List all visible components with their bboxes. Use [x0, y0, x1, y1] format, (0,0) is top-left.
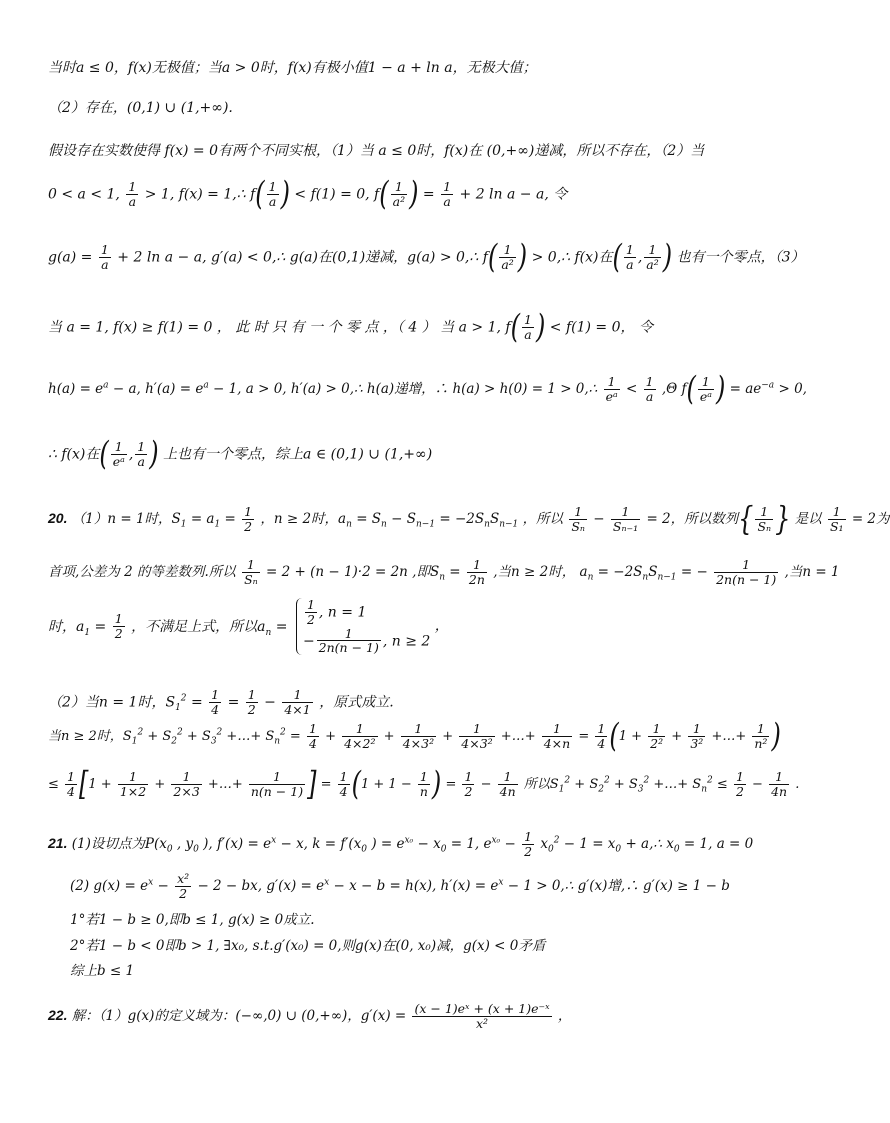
piecewise-cases: $\frac{1}{2}$ , n = 1 − $\frac{1}{2n(n - 1)}$ , n ≥ 2	[296, 598, 430, 655]
fraction: $\frac{1}{2}$	[244, 504, 253, 534]
fraction: $\frac{1}{a}$	[645, 374, 654, 404]
fraction: $\frac{1}{a}$	[128, 179, 137, 209]
fraction: $\frac{1}{2n}$	[468, 557, 485, 587]
text-line-1: 当时a ≤ 0，f(x)无极值；当a > 0时，f(x)有极小值1 − a + ln a，无极大值；	[48, 60, 537, 76]
fraction: $\frac{1}{n(n - 1)}$	[250, 769, 304, 799]
text-line-7: $h(a) = e^a - a$, $h'(a) = e^a - 1$, a > 0, h′(a) > 0,∴ h(a)递增，∴ h(a) > h(0) = 1 > 0,∴ $\frac{1}{\text{eᵃ}}$ < $\frac{1}{a}$ ,Θ f( $\frac{1}{\text{eᵃ}}$ ) = $ae^{-a} > 0$,	[48, 369, 807, 408]
fraction: $\frac{1}{\text{n²}}$	[754, 721, 768, 751]
fraction: $\frac{1}{4}$	[308, 721, 317, 751]
fraction: $\frac{1}{4}$	[597, 721, 606, 751]
fraction: $\frac{1}{2}$	[464, 769, 473, 799]
fraction: $\frac{1}{2n(n - 1)}$	[716, 557, 777, 587]
q22-line-1: 22. 解：（1）g(x)的定义域为：(−∞,0) ∪ (0,+∞)，g′(x) = $\frac{\text{(x − 1)eˣ + (x + 1)e⁻ˣ}}{\text{x²}}$ ，	[48, 1001, 572, 1031]
q21-line-1: 21. (1)设切点为$P(x_0$ , $y_0$ ), $f'(x) = e^x - x$, $k = f'(x_0$ ) = $e^{x_0} - x_0 = 1$, $e^{x_0}$ − $\frac{1}{2}$ $x_0^2 - 1 = x_0$ + a,∴ $x_0 = 1$, a = 0	[48, 829, 754, 859]
fraction: $\frac{1}{2\times 3}$	[173, 769, 200, 799]
fraction: $\frac{1}{1\times 2}$	[119, 769, 147, 799]
q20-line-3: 时，$a_1$ = $\frac{1}{2}$ ，不满足上式，所以$a_n$ = $\frac{1}{2}$ , n = 1 − $\frac{1}{2n(n - 1)}$ , n ≥ 2 ，	[48, 597, 449, 656]
q20-line-5: 当n ≥ 2时，$S_1^2 + S_2^2 + S_3^2$ +…+ $S_n^2$ = $\frac{1}{4}$ + $\frac{1}{\text{4×2²}}$ + $\frac{1}{\text{4×3²}}$ + $\frac{1}{\text{4×3²}}$ +…+ $\frac{1}{4\times n}$ = $\frac{1}{4}$ (1 + $\frac{1}{\text{2²}}$ + $\frac{1}{\text{3²}}$ +…+ $\frac{1}{\text{n²}}$ )	[48, 716, 781, 755]
fraction: $\frac{1}{a}$	[625, 242, 634, 272]
fraction: $\frac{1}{\text{eᵃ}}$	[112, 439, 125, 469]
fraction: $\frac{1}{\text{4×2²}}$	[344, 721, 376, 751]
text-line-2: （2）存在，(0,1) ∪ (1,+∞).	[48, 100, 233, 116]
fraction: $\frac{1}{4}$	[67, 769, 75, 799]
text-line-5: g(a) = $\frac{1}{a}$ + 2 ln a − a, g′(a) < 0,∴ g(a)在(0,1)递减，g(a) > 0,∴ f( $\frac{1}{\text{a²}}$ ) > 0,∴ f(x)在( $\frac{1}{a}$ , $\frac{1}{\text{a²}}$ ) 也有一个零点，（3）	[48, 237, 805, 276]
fraction: $\frac{1}{\text{S₁}}$	[829, 504, 844, 534]
fraction: $\frac{1}{\text{Sₙ}}$	[244, 557, 258, 587]
q21-line-4: 2°若1 − b < 0即b > 1, ∃x₀, s.t.g′(x₀) = 0,则g(x)在(0, x₀)减，g(x) < 0矛盾	[70, 938, 546, 954]
text-line-6: 当 a = 1, f(x) ≥ f(1) = 0 ， 此 时 只 有 一 个 零 点 ，（ 4 ） 当 a > 1, f( $\frac{1}{a}$ ) < f(1) = 0， 令	[48, 307, 653, 346]
q20-line-1: 20. （1）n = 1时，$S_1 = a_1$ = $\frac{1}{2}$ ，n ≥ 2时，$a_n = S_n - S_{n-1} = -2S_nS_{n-1}$ ，所以 $\frac{1}{\text{Sₙ}}$ − $\frac{1}{\text{Sₙ₋₁}}$ = 2，所以数列{ $\frac{1}{\text{Sₙ}}$ } 是以 $\frac{1}{\text{S₁}}$ = 2为	[48, 499, 890, 538]
text-line-8: ∴ f(x)在( $\frac{1}{\text{eᵃ}}$ , $\frac{1}{a}$ ) 上也有一个零点，综上a ∈ (0,1) ∪ (1,+∞)	[48, 434, 433, 473]
fraction: $\frac{1}{\text{4×3²}}$	[402, 721, 435, 751]
fraction: $\frac{1}{2}$	[735, 769, 744, 799]
fraction: $\frac{1}{a}$	[137, 439, 146, 469]
fraction: $\frac{1}{a}$	[268, 179, 277, 209]
fraction: $\frac{1}{\text{Sₙ}}$	[757, 504, 772, 534]
fraction: $\frac{1}{n}$	[419, 769, 428, 799]
fraction: $\frac{1}{\text{a²}}$	[501, 242, 514, 272]
question-number-20: 20.	[48, 509, 68, 526]
question-number-21: 21.	[48, 834, 68, 851]
fraction: $\frac{1}{2}$	[247, 687, 256, 717]
fraction: $\frac{1}{4\times 1}$	[284, 687, 311, 717]
fraction: $\frac{1}{4\times n}$	[543, 721, 571, 751]
fraction: $\frac{1}{\text{3²}}$	[690, 721, 704, 751]
fraction: $\frac{1}{\text{a²}}$	[646, 242, 659, 272]
q21-line-2: (2) $g(x) = e^x$ − $\frac{\text{x²}}{2}$ − 2 − bx, $g'(x) = e^x - x - b = h(x)$, $h'(x) = e^x - 1$ > 0,∴ g′(x)增,∴ g′(x) ≥ 1 − b	[70, 871, 730, 901]
fraction: $\frac{\text{x²}}{2}$	[177, 871, 190, 901]
question-number-22: 22.	[48, 1006, 68, 1023]
fraction: $\frac{1}{2}$	[114, 611, 123, 641]
q21-line-3: 1°若1 − b ≥ 0,即b ≤ 1, g(x) ≥ 0成立.	[70, 912, 315, 928]
fraction: $\frac{1}{a}$	[443, 179, 452, 209]
fraction: $\frac{\text{(x − 1)eˣ + (x + 1)e⁻ˣ}}{\text{x²}}$	[414, 1001, 550, 1031]
q20-line-6: ≤ $\frac{1}{4}$ [1 + $\frac{1}{1\times 2}$ + $\frac{1}{2\times 3}$ +…+ $\frac{1}{n(n - 1)}$ ] = $\frac{1}{4}$ (1 + 1 − $\frac{1}{n}$ ) = $\frac{1}{2}$ − $\frac{1}{4n}$ 所以$S_1^2 + S_2^2 + S_3^2$ +…+ $S_n^2$ ≤ $\frac{1}{2}$ − $\frac{1}{4n}$ .	[48, 764, 800, 803]
text-line-3: 假设存在实数使得 f(x) = 0有两个不同实根，（1）当 a ≤ 0时，f(x)在 (0,+∞)递减，所以不存在，（2）当	[48, 143, 705, 159]
fraction: $\frac{1}{2}$	[524, 829, 533, 859]
fraction: $\frac{1}{\text{4×3²}}$	[461, 721, 493, 751]
fraction: $\frac{1}{4n}$	[499, 769, 516, 799]
fraction: $\frac{1}{\text{2²}}$	[650, 721, 664, 751]
fraction: $\frac{1}{\text{a²}}$	[392, 179, 406, 209]
q20-line-4: （2）当n = 1时，$S_1^2$ = $\frac{1}{4}$ = $\frac{1}{2}$ − $\frac{1}{4\times 1}$ ，原式成立.	[48, 687, 394, 717]
fraction: $\frac{1}{\text{eᵃ}}$	[699, 374, 712, 404]
text-line-4: 0 < a < 1, $\frac{1}{a}$ > 1, f(x) = 1,∴ f( $\frac{1}{a}$ ) < f(1) = 0, f( $\frac{1}{\text{a²}}$ ) = $\frac{1}{a}$ + 2 ln a − a, 令	[48, 174, 568, 213]
fraction: $\frac{1}{4n}$	[771, 769, 788, 799]
fraction: $\frac{1}{4}$	[211, 687, 220, 717]
q21-line-5: 综上b ≤ 1	[70, 963, 135, 979]
fraction: $\frac{1}{a}$	[100, 242, 109, 272]
fraction: $\frac{1}{a}$	[523, 312, 532, 342]
fraction: $\frac{1}{\text{eᵃ}}$	[605, 374, 618, 404]
fraction: $\frac{1}{\text{Sₙ₋₁}}$	[612, 504, 639, 534]
fraction: $\frac{1}{\text{Sₙ}}$	[571, 504, 585, 534]
fraction: $\frac{1}{4}$	[339, 769, 348, 799]
q20-line-2: 首项,公差为 2 的等差数列.所以 $\frac{1}{\text{Sₙ}}$ = 2 + (n − 1)·2 = 2n ,即$S_n$ = $\frac{1}{2n}$ ,当n ≥ 2时， $a_n = -2S_nS_{n-1}$ = − $\frac{1}{2n(n - 1)}$ ,当n = 1	[48, 557, 840, 587]
